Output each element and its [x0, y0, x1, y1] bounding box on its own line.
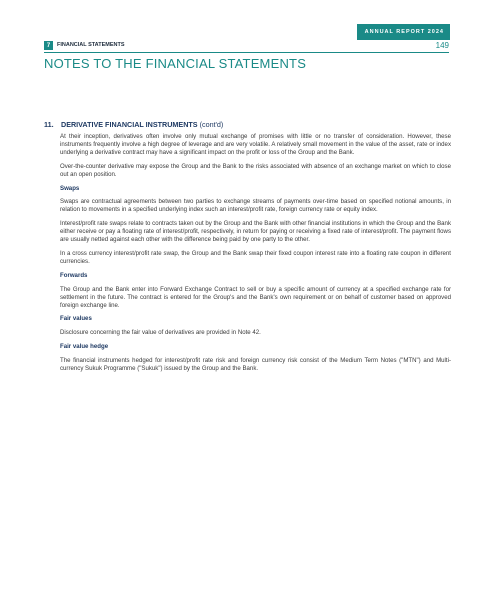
subheading-fair-value-hedge: Fair value hedge [60, 343, 109, 351]
paragraph: Swaps are contractual agreements between two parties to exchange streams of payments over-time based on specified notional amounts, in relation to movements in a specified underlying index such an interest/profit rate, foreign currency rate or equity index. [60, 198, 451, 214]
section-header [44, 40, 449, 52]
paragraph: The Group and the Bank enter into Forward Exchange Contract to sell or buy a specific amount of currency at a specified exchange rate for settlement in the future. The contract is entered for the Group's and the Bank's own requirement or on behalf of customer based on approved foreign exchange line. [60, 285, 451, 309]
report-label: ANNUAL REPORT 2024 [364, 29, 444, 35]
paragraph: In a cross currency interest/profit rate swap, the Group and the Bank swap their fixed coupon interest rate into a floating rate coupon in different currencies. [60, 249, 451, 265]
note-continued: (cont'd) [199, 120, 224, 129]
paragraph: At their inception, derivatives often involve only mutual exchange of promises with little or no transfer of consideration. However, these instruments frequently involve a high degree of leverage and are very volatile. A relatively small movement in the value of the asset, rate or index underlying a derivative contract may have a significant impact on the profit or loss of the Group and the Bank. [60, 133, 451, 156]
note-title: DERIVATIVE FINANCIAL INSTRUMENTS [61, 120, 198, 129]
note-body [60, 127, 451, 379]
paragraph: Disclosure concerning the fair value of derivatives are provided in Note 42. [60, 329, 261, 337]
subheading-fair-values: Fair values [60, 315, 92, 323]
paragraph: Interest/profit rate swaps relate to contracts taken out by the Group and the Bank with other financial institutions in which the Group and the Bank either receive or pay a floating rate of interest/profit, respectively, in return for paying or receiving a fixed rate of interest/profit. The payment flows are usually netted against each other with the difference being paid by one party to the other. [60, 220, 451, 244]
section-title: FINANCIAL STATEMENTS [57, 42, 125, 48]
page-title: NOTES TO THE FINANCIAL STATEMENTS [44, 56, 307, 71]
note-number: 11. [44, 120, 54, 129]
paragraph: The financial instruments hedged for interest/profit rate risk and foreign currency risk consist of the Medium Term Notes ("MTN") and Multi-currency Sukuk Programme ("Sukuk") issued by the Group and the Bank. [60, 357, 451, 373]
subheading-forwards: Forwards [60, 271, 88, 279]
report-label-band [357, 24, 450, 40]
paragraph: Over-the-counter derivative may expose the Group and the Bank to the risks associated with absence of an exchange market on which to close out an open position. [60, 162, 451, 178]
section-divider [44, 52, 449, 53]
subheading-swaps: Swaps [60, 184, 80, 192]
section-number-badge: 7 [44, 41, 53, 50]
page-number: 149 [435, 41, 449, 50]
